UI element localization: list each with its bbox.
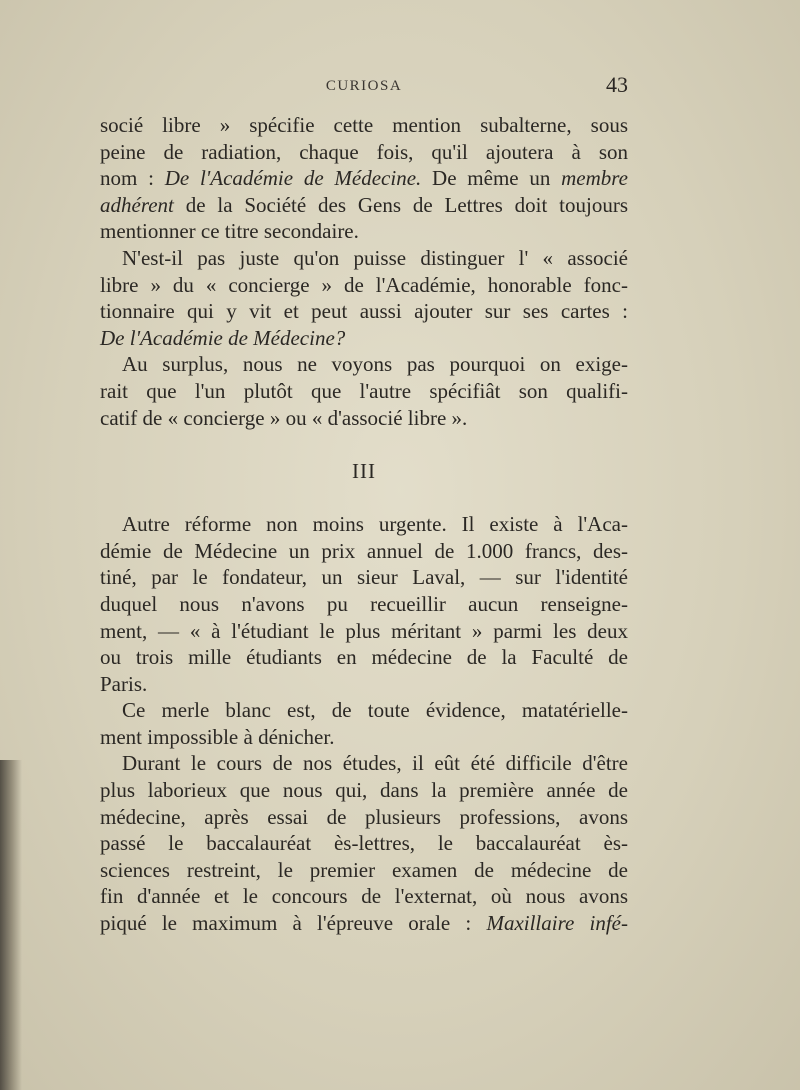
text-line: catif de « concierge » ou « d'associé libre ». xyxy=(100,405,468,430)
text-line: duquel nous n'avons pu recueillir aucun renseigne- xyxy=(100,591,628,616)
text-line xyxy=(100,910,628,937)
running-head: CURIOSA xyxy=(325,78,403,94)
body-text xyxy=(100,112,628,937)
text-line: ou trois mille étudiants en médecine de la Faculté de xyxy=(100,645,628,670)
page-header xyxy=(100,72,628,102)
italic-span: membre xyxy=(561,166,629,191)
text-line: Durant le cours de nos études, il eût été difficile d'être xyxy=(122,751,628,776)
italic-span: Maxillaire infé- xyxy=(486,911,628,936)
text-line: Ce merle blanc est, de toute évidence, matatérielle- xyxy=(122,698,628,723)
text-line: libre » du « concierge » de l'Académie, honorable fonc- xyxy=(100,272,628,297)
text-line: ment impossible à dénicher. xyxy=(100,724,335,749)
paragraph-5 xyxy=(100,697,628,750)
text-line: socié libre » spécifie cette mention subalterne, sous xyxy=(100,113,628,137)
text-line xyxy=(100,165,628,192)
section-heading: III xyxy=(352,459,376,484)
text-span: De même un xyxy=(421,166,562,191)
paragraph-2 xyxy=(100,245,628,351)
text-line: démie de Médecine un prix annuel de 1.000 francs, des- xyxy=(100,538,628,563)
text-line: plus laborieux que nous qui, dans la première année de xyxy=(100,778,628,803)
paragraph-1 xyxy=(100,112,628,245)
text-line: tiné, par le fondateur, un sieur Laval, — sur l'identité xyxy=(100,565,628,590)
italic-span: De l'Académie de Médecine. xyxy=(164,166,422,191)
text-line: fin d'année et le concours de l'externat, où nous avons xyxy=(100,884,628,909)
text-line: passé le baccalauréat ès-lettres, le baccalauréat ès- xyxy=(100,831,628,856)
text-line: ment, — « à l'étudiant le plus méritant » parmi les deux xyxy=(100,618,628,643)
text-line xyxy=(100,192,628,219)
text-line: médecine, après essai de plusieurs professions, avons xyxy=(100,804,628,829)
text-line: peine de radiation, chaque fois, qu'il ajoutera à son xyxy=(100,139,628,164)
book-spine-shadow xyxy=(0,760,22,1090)
text-span: nom : xyxy=(100,166,165,191)
text-line: mentionner ce titre secondaire. xyxy=(100,219,359,244)
text-span: de la Société des Gens de Lettres doit toujours xyxy=(173,192,628,217)
text-line: Autre réforme non moins urgente. Il existe à l'Aca- xyxy=(122,512,628,537)
text-line: rait que l'un plutôt que l'autre spécifiât son qualifi- xyxy=(100,378,628,403)
paragraph-6 xyxy=(100,750,628,936)
text-line: tionnaire qui y vit et peut aussi ajouter sur ses cartes : xyxy=(100,299,628,324)
italic-span: adhérent xyxy=(100,192,174,217)
text-span: piqué le maximum à l'épreuve orale : xyxy=(100,911,487,936)
italic-line: De l'Académie de Médecine? xyxy=(100,325,346,350)
paragraph-4 xyxy=(100,511,628,697)
paragraph-3 xyxy=(100,351,628,431)
page-number: 43 xyxy=(606,72,628,97)
text-line: N'est-il pas juste qu'on puisse distinguer l' « associé xyxy=(122,245,628,270)
text-line: Paris. xyxy=(100,671,148,696)
text-line: sciences restreint, le premier examen de médecine de xyxy=(100,857,628,882)
text-line: Au surplus, nous ne voyons pas pourquoi on exige- xyxy=(122,352,628,377)
